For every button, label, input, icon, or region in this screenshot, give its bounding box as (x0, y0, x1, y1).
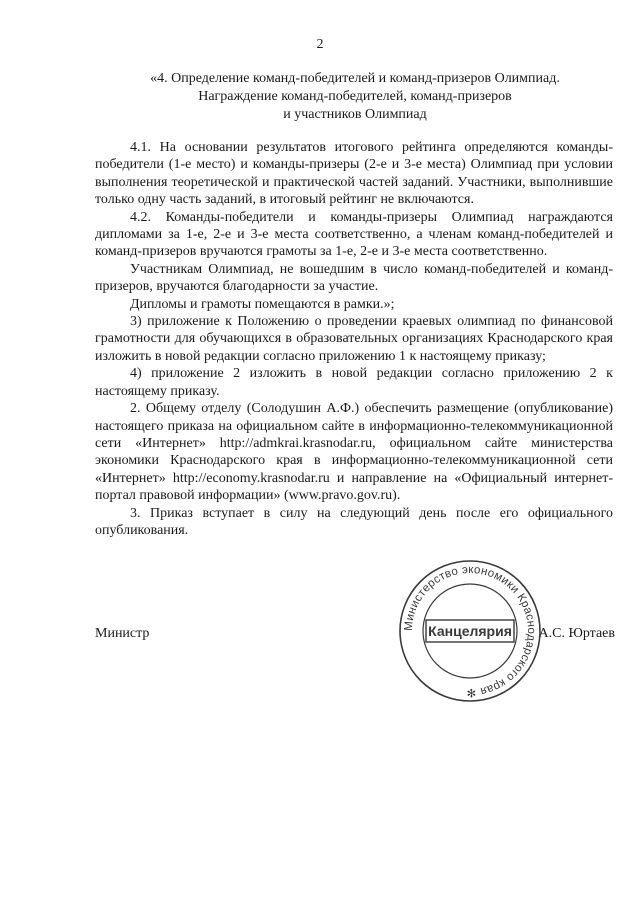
signatory-name: А.С. Юртаев (538, 626, 615, 641)
paragraph: Участникам Олимпиад, не вошедшим в число команд-победителей и команд-призеров, вручаются благодарности за участие. (95, 261, 613, 295)
office-stamp (395, 556, 545, 706)
paragraph: 4.2. Команды-победители и команды-призеры Олимпиад награждаются дипломами за 1-е, 2-е и 3-е места соответственно, а членам команд-победителей и команд-призеров вручаются грамоты за 1-е, 2-е и 3-е места соответственно. (95, 209, 613, 260)
page-number: 2 (316, 37, 324, 52)
paragraph: 4) приложение 2 изложить в новой редакции согласно приложению 2 к настоящему приказу. (95, 366, 613, 399)
svg-text:Министерство экономики Краснод: Министерство экономики Краснодарского края ✻ (402, 563, 538, 699)
section-heading (95, 70, 615, 124)
heading-line: Награждение команд-победителей, команд-призеров (198, 89, 512, 104)
paragraph: Дипломы и грамоты помещаются в рамки.»; (130, 296, 395, 312)
signatory-role: Министр (95, 626, 150, 641)
svg-text:Канцелярия: Канцелярия (428, 623, 512, 639)
heading-line: «4. Определение команд-победителей и команд-призеров Олимпиад. (150, 71, 560, 86)
paragraph: 3) приложение к Положению о проведении краевых олимпиад по финансовой грамотности для обучающихся в образовательных организациях Краснодарского края изложить в новой редакции согласно приложению 1 к настоящему приказу; (95, 314, 613, 364)
paragraph: 2. Общему отделу (Солодушин А.Ф.) обеспечить размещение (опубликование) настоящего приказа на официальном сайте в информационно-телекоммуникационной сети «Интернет» http://admkrai.krasnodar.ru, официальном сайте министерства экономики Краснодарского края в информационно-телекоммуникационной сети «Интернет» http://economy.krasnodar.ru и направление на «Официальный интернет-портал правовой информации» (www.pravo.gov.ru). (95, 401, 613, 504)
heading-line: и участников Олимпиад (283, 107, 427, 122)
paragraph: 4.1. На основании результатов итогового рейтинга определяются команды-победители (1-е место) и команды-призеры (2-е и 3-е места) Олимпиад при условии выполнения теоретической и практической частей заданий. Участники, выполнившие только одну часть заданий, в итоговый рейтинг не включаются. (95, 140, 613, 208)
paragraph: 3. Приказ вступает в силу на следующий день после его официального опубликования. (95, 505, 613, 538)
document-body (95, 139, 613, 539)
